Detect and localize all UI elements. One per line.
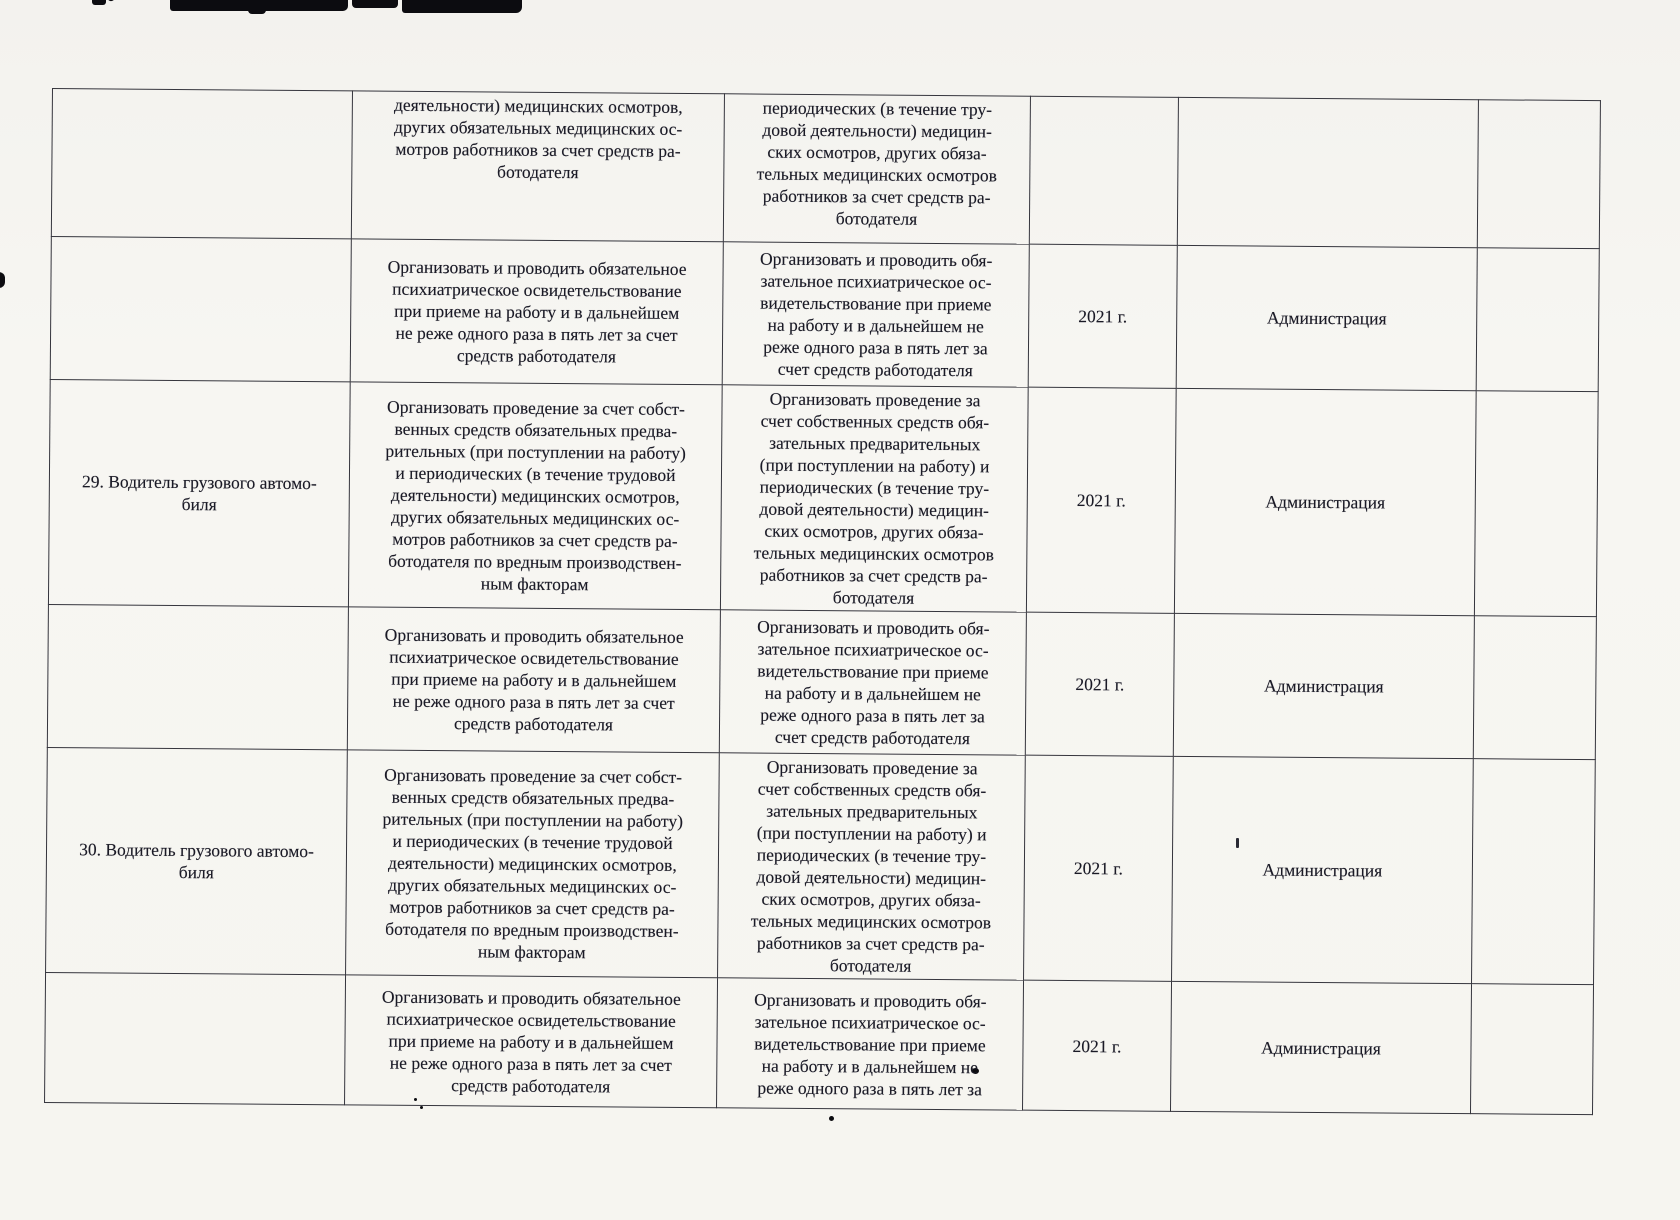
cell-year: 2021 г.	[1028, 244, 1177, 388]
cell-extra	[1470, 984, 1593, 1115]
cell-job-title	[45, 972, 346, 1104]
cell-responsible: Администрация	[1172, 756, 1474, 983]
scan-dot	[420, 1106, 423, 1109]
cell-responsible	[1177, 97, 1478, 247]
cell-measure-alt: Организовать и проводить обя- зательное психиатрическое ос- видетельствование при приеме на работу и в дальнейшем не реже одного раза в пять лет за	[717, 978, 1024, 1110]
cell-extra	[1477, 100, 1600, 249]
table-row	[45, 972, 1594, 1114]
cell-responsible: Администрация	[1174, 388, 1476, 615]
cell-measure: деятельности) медицинских осмотров, других обязательных медицинских ос- мотров работников за счет средств ра- ботодателя	[351, 91, 724, 242]
measures-table	[44, 88, 1601, 1115]
cell-job-title: 29. Водитель грузового автомо- биля	[48, 379, 350, 606]
cell-job-title	[51, 89, 352, 239]
cell-measure-alt: Организовать и проводить обя- зательное психиатрическое ос- видетельствование при приеме на работу и в дальнейшем не реже одного раза в пять лет за счет средств работодателя	[719, 610, 1026, 755]
cell-measure-alt: Организовать и проводить обя- зательное психиатрическое ос- видетельствование при приеме на работу и в дальнейшем не реже одного раза в пять лет за счет средств работодателя	[722, 242, 1029, 387]
cell-extra	[1473, 616, 1596, 760]
cell-job-title	[50, 236, 351, 381]
table-row	[51, 89, 1600, 249]
cell-year: 2021 г.	[1025, 612, 1174, 756]
table-row	[50, 236, 1599, 391]
table-row	[46, 747, 1596, 984]
cell-year	[1029, 96, 1178, 245]
cell-responsible: Администрация	[1176, 245, 1477, 390]
table-row	[48, 379, 1598, 616]
cell-measure: Организовать и проводить обязательное психиатрическое освидетельствование при приеме на работу и в дальнейшем не реже одного раза в пять лет за счет средств работодателя	[350, 239, 723, 385]
cell-measure-alt: Организовать проведение за счет собственных средств обя- зательных предварительных (при поступлении на работу) и периодических (в течение тру- довой деятельности) медицин- ских осмотров, других обяза- тельных медицинских осмотров работников за счет средств ра- ботодателя	[718, 753, 1026, 980]
pen-stroke-artifact	[106, 0, 154, 2]
cell-responsible: Администрация	[1170, 981, 1471, 1113]
cell-measure: Организовать проведение за счет собст- венных средств обязательных предва- рительных (при поступлении на работу) и периодических (в течение трудовой деятельности) медицинских осмотров, других обязательных медицинских ос- мотров работников за счет средств ра- ботодателя по вредным производствен- ным факторам	[346, 750, 720, 978]
cell-year: 2021 г.	[1024, 755, 1174, 981]
cell-measure: Организовать и проводить обязательное психиатрическое освидетельствование при приеме на работу и в дальнейшем не реже одного раза в пять лет за счет средств работодателя	[345, 975, 718, 1108]
scan-smudge	[92, 0, 106, 5]
cell-extra	[1476, 248, 1599, 392]
cell-year: 2021 г.	[1023, 980, 1172, 1111]
cell-measure: Организовать и проводить обязательное психиатрическое освидетельствование при приеме на работу и в дальнейшем не реже одного раза в пять лет за счет средств работодателя	[347, 607, 720, 753]
scan-edge-mark	[0, 272, 5, 288]
cell-year: 2021 г.	[1026, 387, 1176, 613]
measures-table-wrap	[44, 88, 1601, 1115]
cell-measure-alt: Организовать проведение за счет собственных средств обя- зательных предварительных (при поступлении на работу) и периодических (в течение тру- довой деятельности) медицин- ских осмотров, других обяза- тельных медицинских осмотров работников за счет средств ра- ботодателя	[720, 385, 1028, 612]
scan-dot	[829, 1116, 834, 1121]
cell-measure: Организовать проведение за счет собст- венных средств обязательных предва- рительных (при поступлении на работу) и периодических (в течение трудовой деятельности) медицинских осмотров, других обязательных медицинских ос- мотров работников за счет средств ра- ботодателя по вредным производствен- ным факторам	[348, 382, 722, 610]
scan-smudge	[248, 0, 266, 14]
scan-smudge	[402, 0, 522, 13]
cell-job-title: 30. Водитель грузового автомо- биля	[46, 747, 348, 974]
cell-measure-alt: периодических (в течение тру- довой деятельности) медицин- ских осмотров, других обяза- тельных медицинских осмотров работников за счет средств ра- ботодателя	[723, 94, 1030, 244]
table-row	[47, 604, 1596, 759]
cell-job-title	[47, 604, 348, 749]
cell-extra	[1474, 391, 1598, 617]
cell-extra	[1472, 759, 1596, 985]
cell-responsible: Администрация	[1173, 613, 1474, 758]
scan-smudge	[352, 0, 398, 8]
